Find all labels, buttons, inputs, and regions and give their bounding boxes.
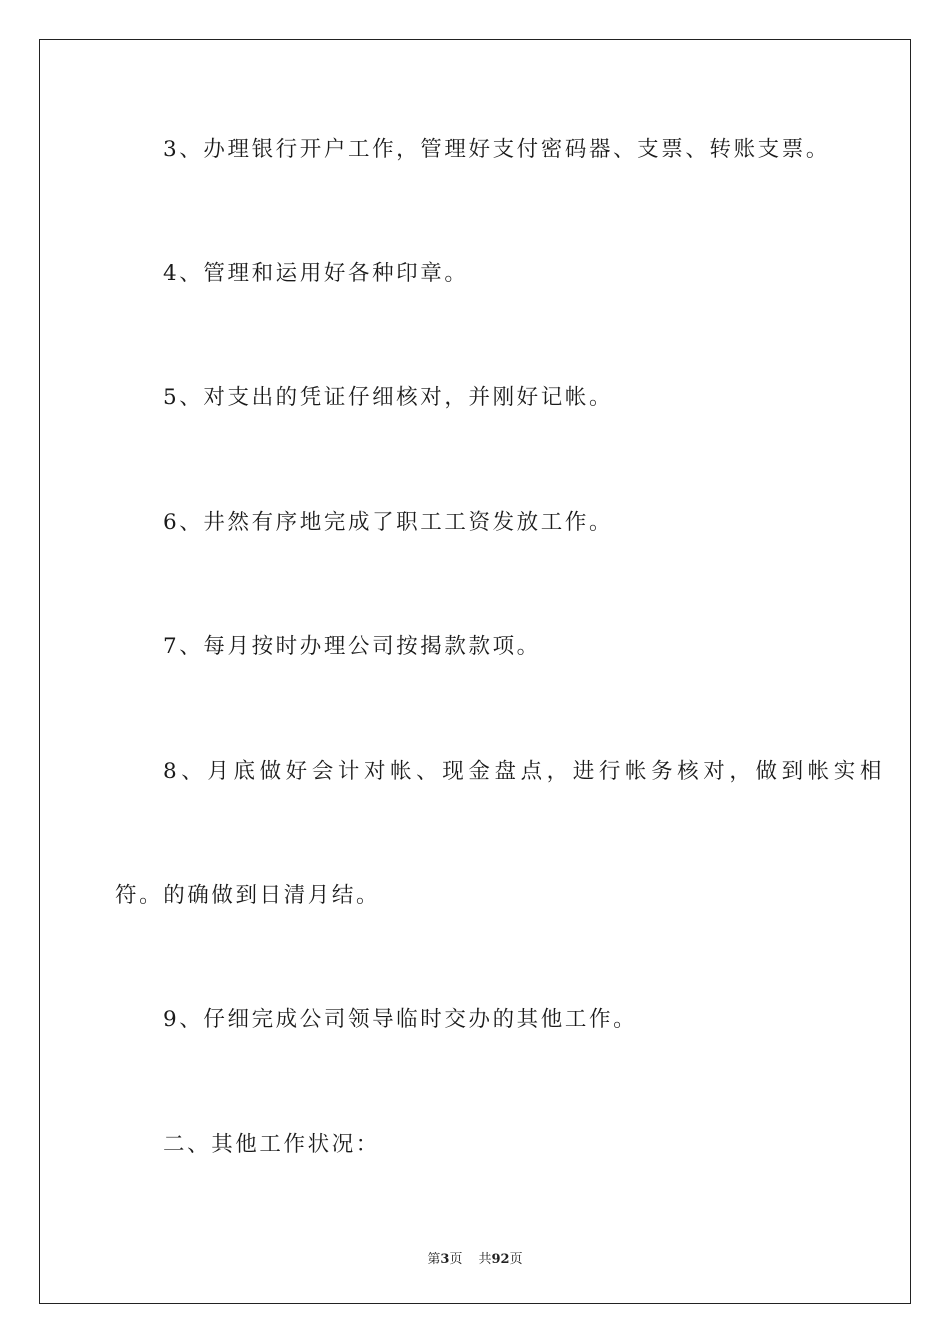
footer-page-number: 3 bbox=[440, 1252, 450, 1267]
paragraph-item-4: 4、管理和运用好各种印章。 bbox=[163, 261, 469, 286]
page-footer bbox=[0, 1248, 950, 1267]
page-border bbox=[39, 39, 911, 1304]
paragraph-item-5: 5、对支出的凭证仔细核对，并刚好记帐。 bbox=[163, 385, 614, 410]
paragraph-item-9: 9、仔细完成公司领导临时交办的其他工作。 bbox=[163, 1007, 638, 1032]
section-heading-other-work: 二、其他工作状况： bbox=[163, 1132, 380, 1157]
paragraph-item-8-line2: 符。的确做到日清月结。 bbox=[115, 883, 381, 908]
paragraph-item-3: 3、办理银行开户工作，管理好支付密码器、支票、转账支票。 bbox=[163, 137, 830, 162]
footer-page-suffix: 页 bbox=[449, 1252, 463, 1267]
paragraph-item-8-line1: 8、月底做好会计对帐、现金盘点，进行帐务核对，做到帐实相 bbox=[163, 759, 886, 784]
footer-total-prefix: 共 bbox=[478, 1252, 492, 1267]
paragraph-item-7: 7、每月按时办理公司按揭款款项。 bbox=[163, 634, 541, 659]
footer-total-pages: 92 bbox=[491, 1252, 510, 1267]
footer-page-prefix: 第 bbox=[427, 1252, 441, 1267]
footer-total-suffix: 页 bbox=[509, 1252, 523, 1267]
paragraph-item-6: 6、井然有序地完成了职工工资发放工作。 bbox=[163, 510, 614, 535]
